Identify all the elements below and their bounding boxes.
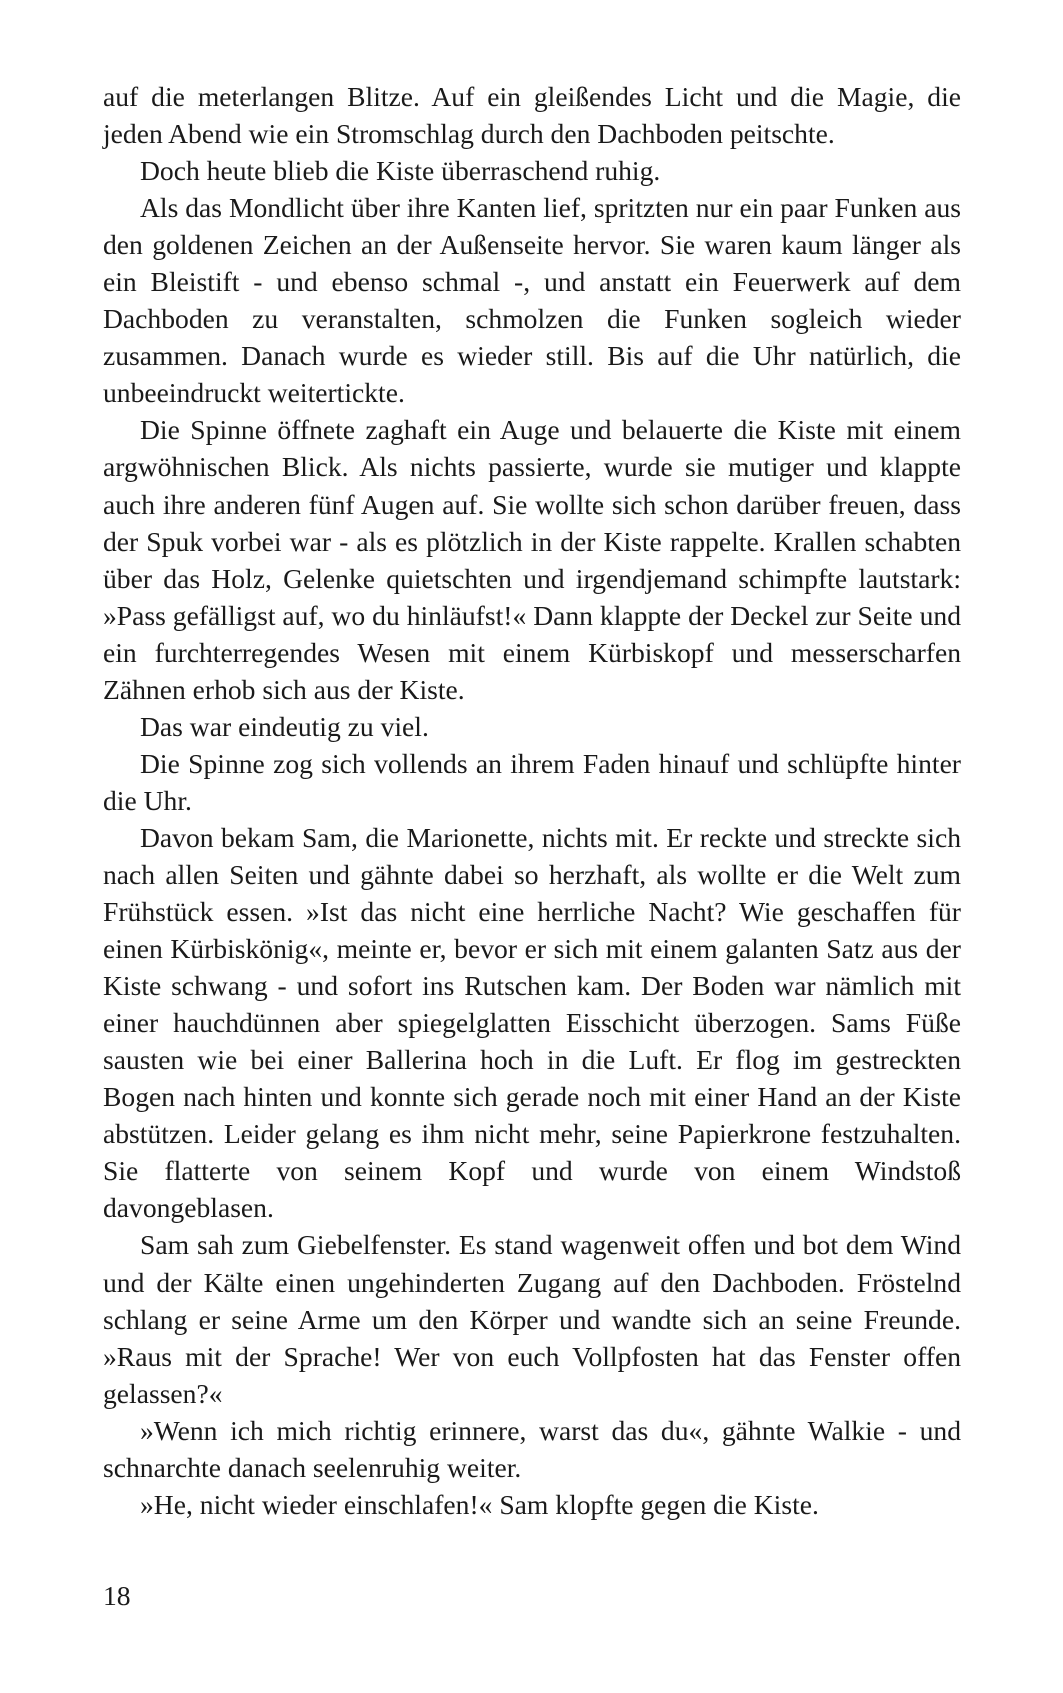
paragraph-6: Die Spinne zog sich vollends an ihrem Faden hinauf und schlüpfte hinter die Uhr. — [103, 747, 961, 816]
paragraph-1: auf die meterlangen Blitze. Auf ein gleißendes Licht und die Magie, die jeden Abend wie ein Stromschlag durch den Dachboden peitschte. — [103, 81, 961, 150]
paragraph-3: Als das Mondlicht über ihre Kanten lief, spritzten nur ein paar Funken aus den goldenen Zeichen an der Außenseite hervor. Sie waren kaum länger als ein Bleistift - und ebenso schmal -, und anstatt ein Feuerwerk auf dem Dachboden zu veranstalten, schmolzen die Funken sogleich wieder zusammen. Danach wurde es wieder still. Bis auf die Uhr natürlich, die unbeeindruckt weitertickte. — [103, 192, 961, 409]
page-number: 18 — [103, 1580, 131, 1611]
paragraph-10: »He, nicht wieder einschlafen!« Sam klopfte gegen die Kiste. — [140, 1488, 819, 1520]
paragraph-4: Die Spinne öffnete zaghaft ein Auge und belauerte die Kiste mit einem argwöhnischen Blick. Als nichts passierte, wurde sie mutiger und klappte auch ihre anderen fünf Augen auf. Sie wollte sich schon darüber freuen, dass der Spuk vorbei war - als es plötzlich in der Kiste rappelte. Krallen schabten über das Holz, Gelenke quietschten und irgendjemand schimpfte lautstark: »Pass gefälligst auf, wo du hinläufst!« Dann klappte der Deckel zur Seite und ein furchterregendes Wesen mit einem Kürbiskopf und messerscharfen Zähnen erhob sich aus der Kiste. — [103, 414, 961, 705]
paragraph-5: Das war eindeutig zu viel. — [140, 710, 429, 742]
paragraph-9: »Wenn ich mich richtig erinnere, warst das du«, gähnte Walkie - und schnarchte danach seelenruhig weiter. — [103, 1414, 961, 1483]
paragraph-8: Sam sah zum Giebelfenster. Es stand wagenweit offen und bot dem Wind und der Kälte einen ungehinderten Zugang auf den Dachboden. Fröstelnd schlang er seine Arme um den Körper und wandte sich an seine Freunde. »Raus mit der Sprache! Wer von euch Vollpfosten hat das Fenster offen gelassen?« — [103, 1229, 961, 1409]
paragraph-7: Davon bekam Sam, die Marionette, nichts mit. Er reckte und streckte sich nach allen Seiten und gähnte dabei so herzhaft, als wollte er die Welt zum Frühstück essen. »Ist das nicht eine herrliche Nacht? Wie geschaffen für einen Kürbiskönig«, meinte er, bevor er sich mit einem galanten Satz aus der Kiste schwang - und sofort ins Rutschen kam. Der Boden war nämlich mit einer hauchdünnen aber spiegelglatten Eisschicht überzogen. Sams Füße sausten wie bei einer Ballerina hoch in die Luft. Er flog im gestreckten Bogen nach hinten und konnte sich gerade noch mit einer Hand an der Kiste abstützen. Leider gelang es ihm nicht mehr, seine Papierkrone festzuhalten. Sie flatterte von seinem Kopf und wurde von einem Windstoß davongeblasen. — [103, 821, 961, 1224]
paragraph-2: Doch heute blieb die Kiste überraschend ruhig. — [140, 155, 661, 187]
page-body-text — [103, 78, 961, 1523]
